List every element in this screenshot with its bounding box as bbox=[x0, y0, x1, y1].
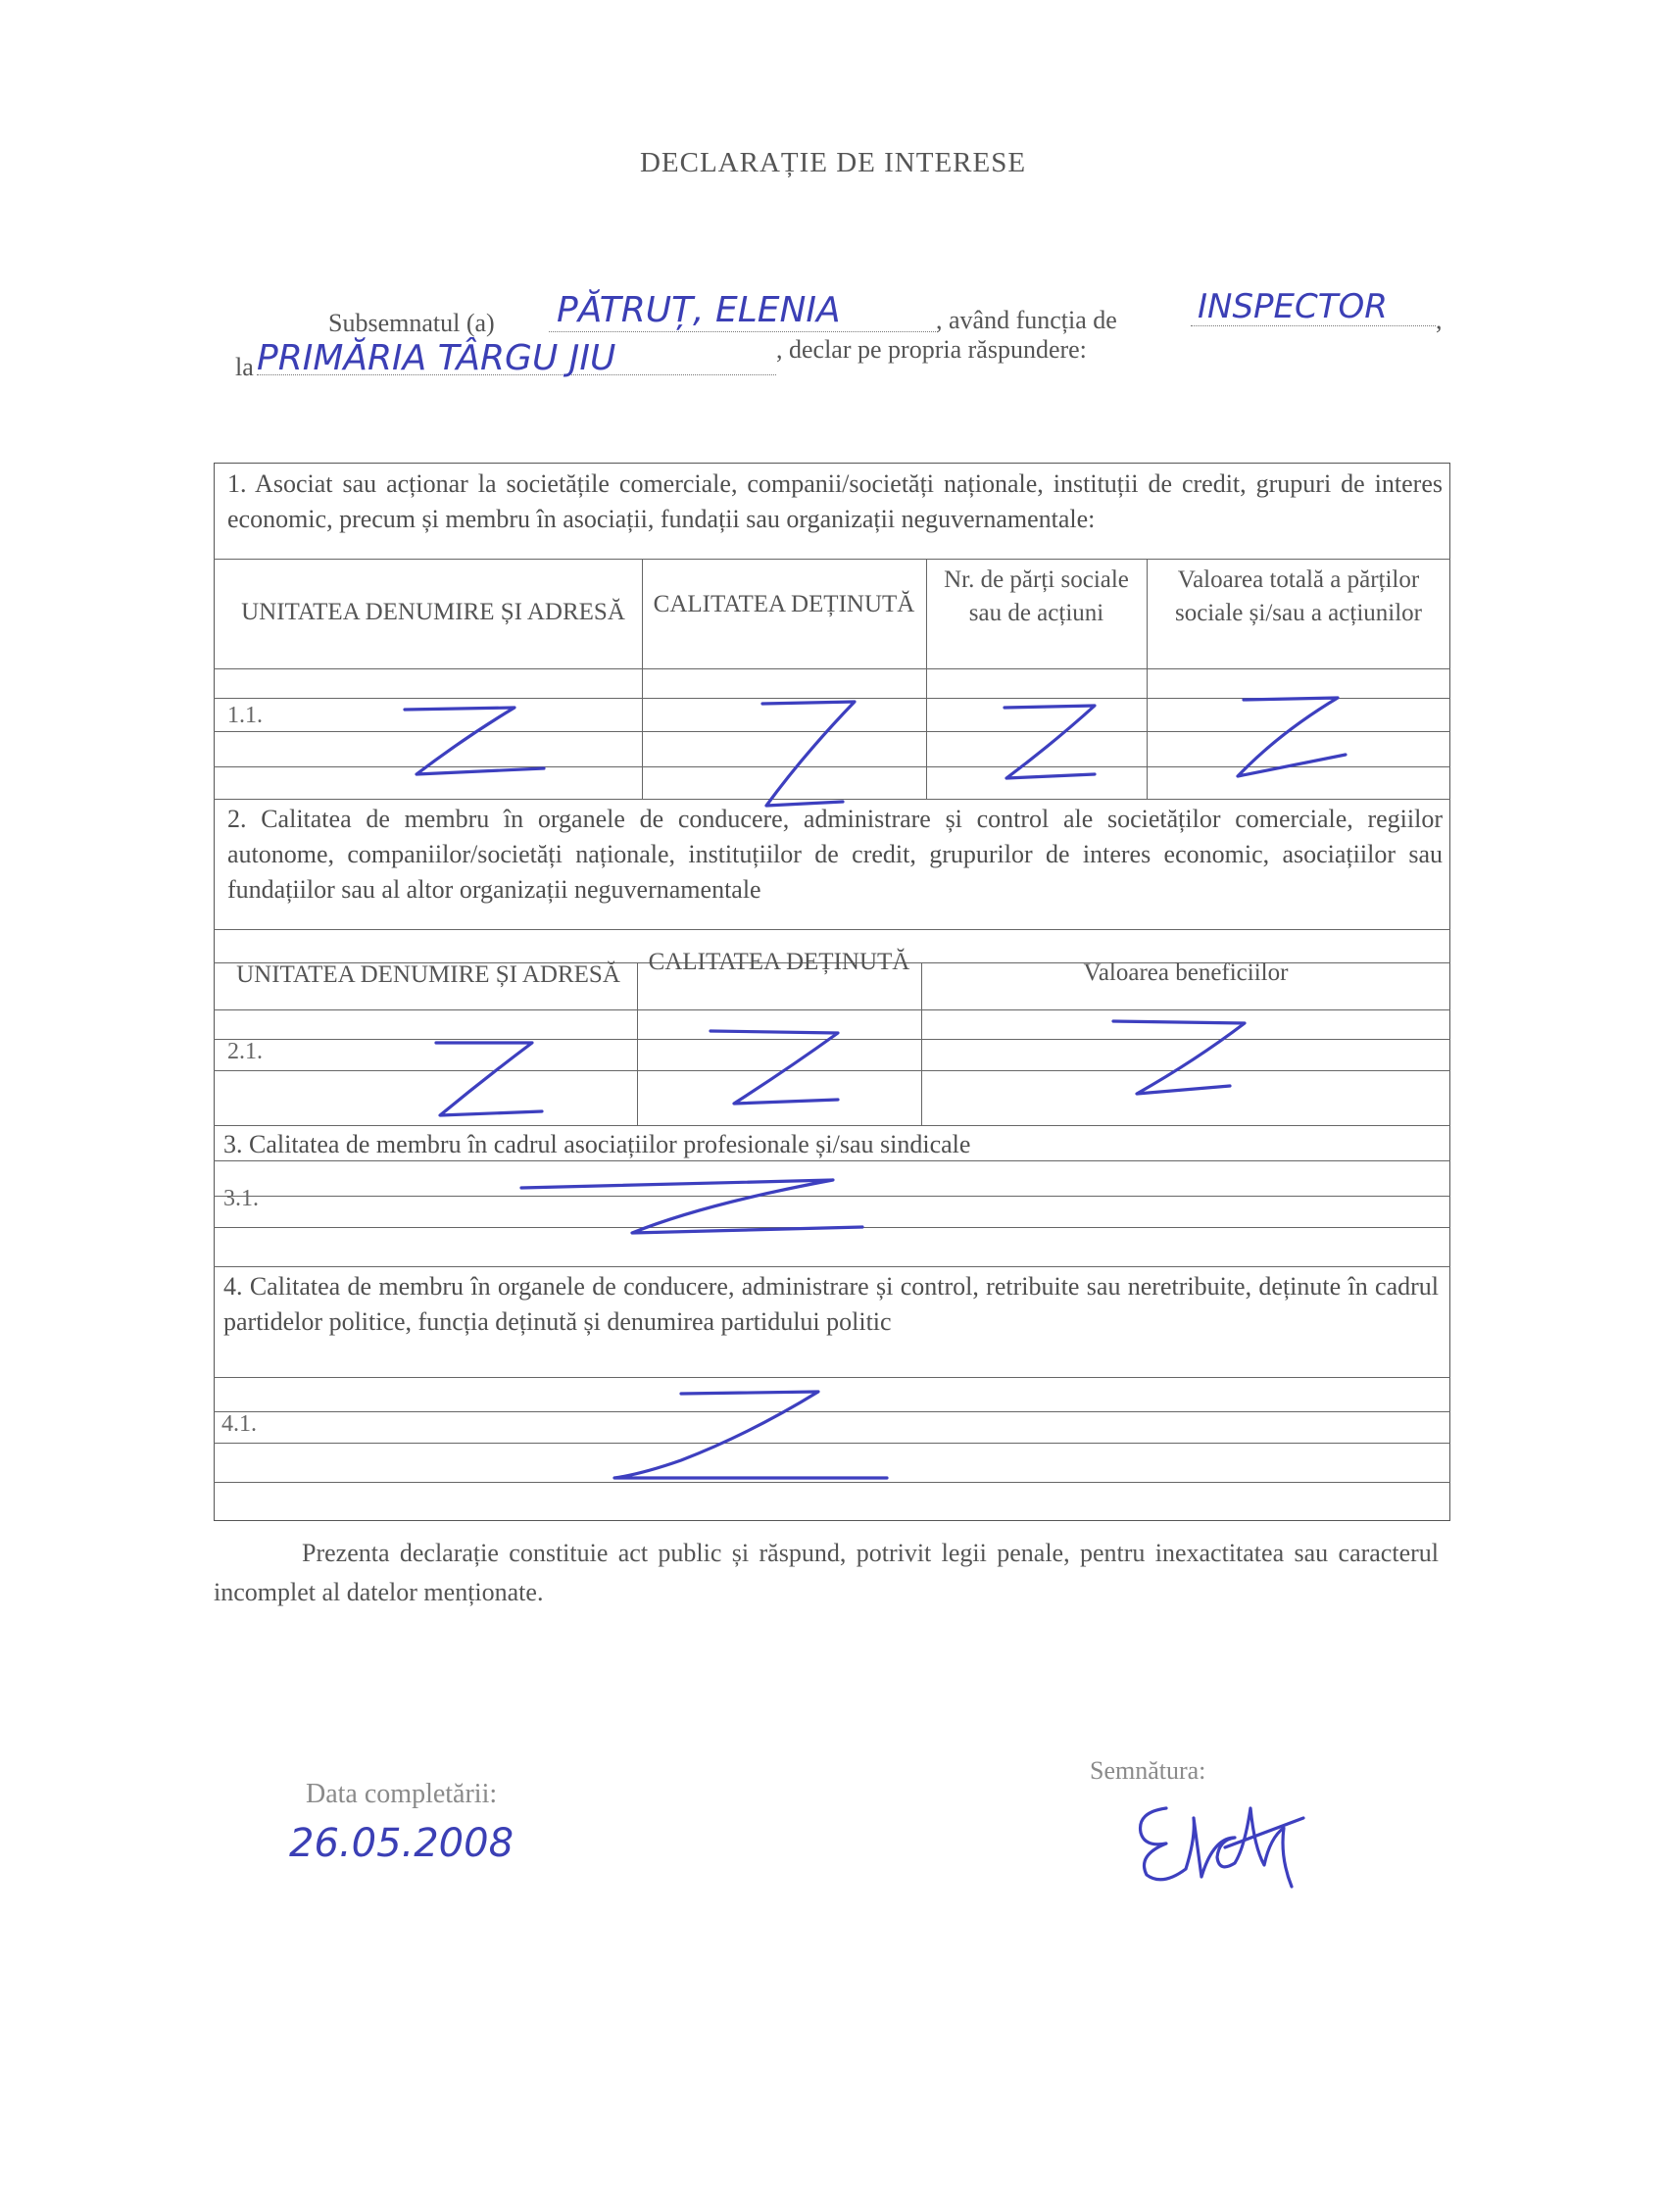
document-title: DECLARAȚIE DE INTERESE bbox=[639, 147, 1027, 178]
signature-label: Semnătura: bbox=[1090, 1756, 1206, 1785]
s3-row-label: 3.1. bbox=[223, 1186, 259, 1211]
rule bbox=[921, 962, 922, 1125]
section1-heading: 1. Asociat sau acționar la societățile comerciale, companii/societăți naționale, instituții de credit, grupuri de interes economic, precum și membru în asociații, fundații sau organizații neguvernamentale: bbox=[227, 469, 1443, 533]
rule bbox=[642, 559, 643, 799]
rule bbox=[214, 668, 1450, 669]
function-value: INSPECTOR bbox=[1198, 287, 1388, 326]
rule bbox=[214, 1377, 1450, 1378]
s1-z-mark-2 bbox=[745, 686, 872, 818]
s1-col-calitatea: CALITATEA DEȚINUTĂ bbox=[653, 591, 915, 617]
date-value: 26.05.2008 bbox=[289, 1821, 514, 1866]
s1-col-valoarea: Valoarea totală a părților sociale și/sau a acțiunilor bbox=[1174, 566, 1422, 626]
s1-col-nr-parti: Nr. de părți sociale sau de acțiuni bbox=[944, 566, 1129, 626]
function-comma: , bbox=[1436, 306, 1443, 334]
s2-col-unitatea: UNITATEA DENUMIRE ȘI ADRESĂ bbox=[236, 961, 620, 988]
rule bbox=[214, 929, 1450, 930]
s1-z-mark-3 bbox=[985, 694, 1112, 792]
rule bbox=[214, 559, 1450, 560]
rule bbox=[926, 559, 927, 799]
rule bbox=[637, 962, 638, 1125]
section2-heading: 2. Calitatea de membru în organele de conducere, administrare și control ale societăților comerciale, regiilor autonome, companiilor/societăți naționale, instituțiilor de credit, grupurilor de interes economic, asociațiilor sau fundațiilor sau al altor organizații neguvernamentale bbox=[227, 805, 1443, 904]
s2-z-mark-2 bbox=[701, 1019, 858, 1117]
date-label: Data completării: bbox=[306, 1779, 498, 1809]
s2-row-label: 2.1. bbox=[227, 1039, 263, 1064]
declar-label: , declar pe propria răspundere: bbox=[776, 335, 1087, 364]
section4-heading: 4. Calitatea de membru în organele de conducere, administrare și control, retribuite sau neretribuite, deținute în cadrul partidelor politice, funcția deținută și denumirea partidului politic bbox=[223, 1272, 1439, 1336]
rule bbox=[1147, 559, 1148, 799]
declarant-name: PĂTRUȚ, ELENIA bbox=[557, 290, 841, 330]
s3-z-mark bbox=[510, 1168, 882, 1256]
rule bbox=[214, 1160, 1450, 1161]
rule bbox=[214, 1125, 1450, 1126]
s1-z-mark-1 bbox=[397, 698, 564, 786]
s2-z-mark-1 bbox=[416, 1029, 564, 1127]
signature-image bbox=[1117, 1779, 1313, 1896]
rule bbox=[214, 1266, 1450, 1267]
legal-statement: Prezenta declarație constituie act public și răspund, potrivit legii penale, pentru inexactitatea sau caracterul incomplet al datelor menționate. bbox=[214, 1539, 1439, 1606]
s4-row-label: 4.1. bbox=[221, 1411, 257, 1437]
section3-heading: 3. Calitatea de membru în cadrul asociațiilor profesionale și/sau sindicale bbox=[223, 1130, 971, 1158]
s2-z-mark-3 bbox=[1098, 1011, 1264, 1109]
s2-col-valoarea: Valoarea beneficiilor bbox=[1083, 959, 1289, 986]
s4-z-mark bbox=[603, 1380, 897, 1493]
institution-value: PRIMĂRIA TÂRGU JIU bbox=[257, 338, 616, 378]
subsemnatul-label: Subsemnatul (a) bbox=[328, 309, 495, 337]
s1-z-mark-4 bbox=[1220, 686, 1357, 784]
s1-col-unitatea: UNITATEA DENUMIRE ȘI ADRESĂ bbox=[241, 599, 625, 625]
la-label: la bbox=[235, 353, 254, 381]
function-label: , având funcția de bbox=[936, 306, 1117, 334]
name-line bbox=[549, 331, 936, 332]
s1-row-label: 1.1. bbox=[227, 703, 263, 728]
rule bbox=[214, 1009, 1450, 1010]
s2-col-calitatea: CALITATEA DEȚINUTĂ bbox=[648, 949, 910, 975]
